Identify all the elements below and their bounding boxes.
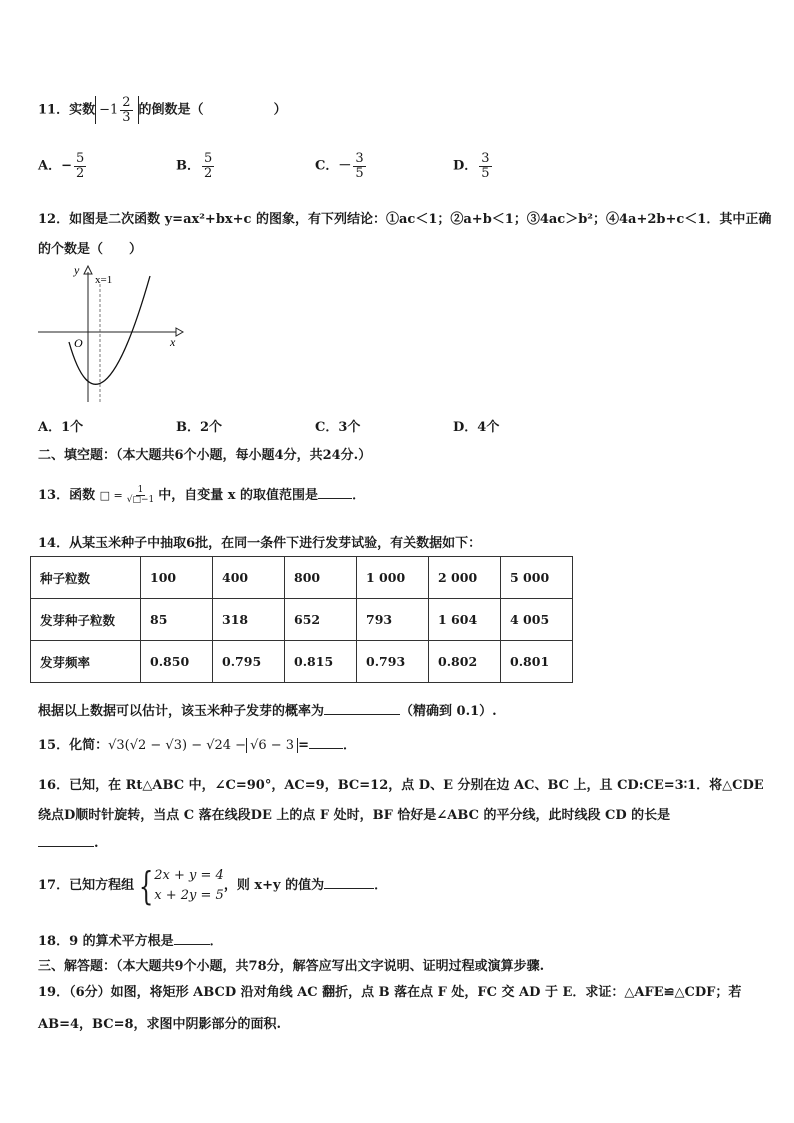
q11-close: ） (273, 102, 287, 118)
q11-option-b[interactable] (176, 152, 216, 180)
q13-end: ． (352, 488, 366, 503)
option-num: 3 (481, 151, 490, 166)
option-den: 2 (204, 165, 213, 181)
q11-text-after: 的倒数是（ (138, 102, 204, 118)
table-cell: 0.801 (501, 641, 573, 683)
q13-after: 中，自变量 x 的取值范围是 (158, 488, 319, 503)
q15-suffix: = (298, 738, 309, 753)
table-cell: 0.795 (213, 641, 285, 683)
q11-option-c[interactable] (315, 152, 368, 180)
q17-eq2: x + 2y = 5 (154, 887, 224, 903)
table-row (31, 641, 573, 683)
q14-answer-blank[interactable] (324, 704, 400, 715)
q15-end: ． (342, 738, 356, 753)
q18-answer-blank[interactable] (174, 934, 210, 945)
q14-after-end: （精确到 0.1）. (400, 704, 497, 719)
table-cell: 793 (357, 599, 429, 641)
q16-line2: 绕点D顺时针旋转，当点 C 落在线段DE 上的点 F 处时，BF 恰好是∠ABC 的平分线，此时线段 CD 的长是 (38, 808, 671, 823)
parabola-graph (36, 262, 186, 404)
table-row (31, 557, 573, 599)
q11-text: 11．实数 (38, 102, 96, 118)
q17 (38, 863, 388, 908)
table-cell: 318 (213, 599, 285, 641)
q15-answer-blank[interactable] (309, 738, 343, 749)
axis-line-label: x=1 (95, 274, 113, 286)
table-cell: 800 (285, 557, 357, 599)
q11-abs (95, 96, 138, 124)
table-row (31, 599, 573, 641)
table-cell: 4 005 (501, 599, 573, 641)
q12-option-c[interactable]: C．3个 (315, 420, 361, 435)
table-cell: 0.850 (141, 641, 213, 683)
q13-func: □ = (99, 489, 123, 502)
table-cell: 发芽种子粒数 (31, 599, 141, 641)
q18-text: 18．9 的算术平方根是 (38, 934, 174, 949)
q19-line2: AB=4，BC=8，求图中阴影部分的面积. (38, 1017, 282, 1032)
option-den: 2 (75, 165, 85, 181)
section2-heading: 二、填空题：（本大题共6个小题，每小题4分，共24分.） (38, 448, 372, 463)
option-num: 5 (75, 151, 85, 166)
table-cell: 发芽频率 (31, 641, 141, 683)
q14-question (38, 700, 497, 719)
table-cell: 85 (141, 599, 213, 641)
q11 (38, 96, 287, 124)
table-cell: 400 (213, 557, 285, 599)
option-label: D． (453, 158, 478, 174)
q15-prefix: 15．化简： (38, 738, 109, 753)
q11-abs-den: 3 (122, 109, 131, 125)
q13-answer-blank[interactable] (318, 488, 352, 499)
q15-abs-expr: √6 − 3 (246, 738, 298, 753)
q15-expr: √3(√2 − √3) − √24 − (108, 738, 247, 753)
q16-line1: 16．已知，在 Rt△ABC 中，∠C=90°，AC=9，BC=12，点 D、E 分别在边 AC、BC 上，且 CD:CE=3∶1．将△CDE (38, 778, 764, 793)
table-cell: 0.815 (285, 641, 357, 683)
option-label: C．－ (315, 158, 352, 174)
q17-after: ，则 x+y 的值为 (223, 878, 325, 893)
table-cell: 1 604 (429, 599, 501, 641)
q17-system (154, 866, 224, 905)
q14-after: 根据以上数据可以估计，该玉米种子发芽的概率为 (38, 704, 325, 719)
origin-label: O (74, 336, 83, 350)
q13-frac-den: √□−1 (126, 495, 155, 505)
option-num: 5 (204, 151, 213, 166)
option-den: 5 (355, 165, 364, 181)
q12-line1: 12．如图是二次函数 y=ax²+bx+c 的图象，有下列结论：①ac＜1；②a+b＜1；③4ac＞b²；④4a+2b+c＜1．其中正确 (38, 212, 772, 227)
table-cell: 5 000 (501, 557, 573, 599)
q13-before: 13．函数 (38, 488, 96, 503)
q16-answer-blank[interactable] (38, 836, 94, 847)
table-cell: 种子粒数 (31, 557, 141, 599)
q14-data-table (30, 556, 573, 683)
q17-answer-blank[interactable] (324, 878, 374, 889)
table-cell: 0.793 (357, 641, 429, 683)
option-label: B． (176, 158, 200, 174)
q11-abs-prefix: −1 (99, 102, 119, 118)
q13 (38, 484, 365, 505)
brace-icon: { (138, 863, 154, 908)
q17-eq1: 2x + y = 4 (154, 868, 224, 883)
table-cell: 652 (285, 599, 357, 641)
q17-end: ． (374, 878, 388, 893)
q16-line3 (38, 836, 99, 851)
option-label: A．− (38, 158, 72, 174)
q12-option-d[interactable]: D．4个 (453, 420, 500, 435)
q18-end: ． (209, 934, 223, 949)
option-num: 3 (355, 151, 364, 166)
table-cell: 2 000 (429, 557, 501, 599)
q11-option-a[interactable] (38, 152, 88, 180)
q16-end: . (94, 836, 99, 851)
q12-option-a[interactable]: A．1个 (38, 420, 84, 435)
x-label: x (170, 335, 176, 349)
q11-option-d[interactable] (453, 152, 494, 180)
q13-frac-num: 1 (137, 484, 144, 495)
q18 (38, 930, 223, 949)
section3-heading: 三、解答题：（本大题共9个小题，共78分，解答应写出文字说明、证明过程或演算步骤. (38, 959, 545, 974)
q15 (38, 734, 356, 753)
option-den: 5 (481, 165, 490, 181)
q19-line1: 19．（6分）如图，将矩形 ABCD 沿对角线 AC 翻折，点 B 落在点 F 处，FC 交 AD 于 E．求证：△AFE≌△CDF；若 (38, 985, 742, 1000)
q12-line2: 的个数是（ ） (38, 242, 143, 257)
q14-intro: 14．从某玉米种子中抽取6批，在同一条件下进行发芽试验，有关数据如下： (38, 536, 482, 551)
q12-option-b[interactable]: B．2个 (176, 420, 223, 435)
table-cell: 1 000 (357, 557, 429, 599)
q11-abs-num: 2 (122, 95, 131, 110)
q17-before: 17．已知方程组 (38, 878, 135, 893)
y-label: y (74, 263, 80, 277)
table-cell: 0.802 (429, 641, 501, 683)
table-cell: 100 (141, 557, 213, 599)
